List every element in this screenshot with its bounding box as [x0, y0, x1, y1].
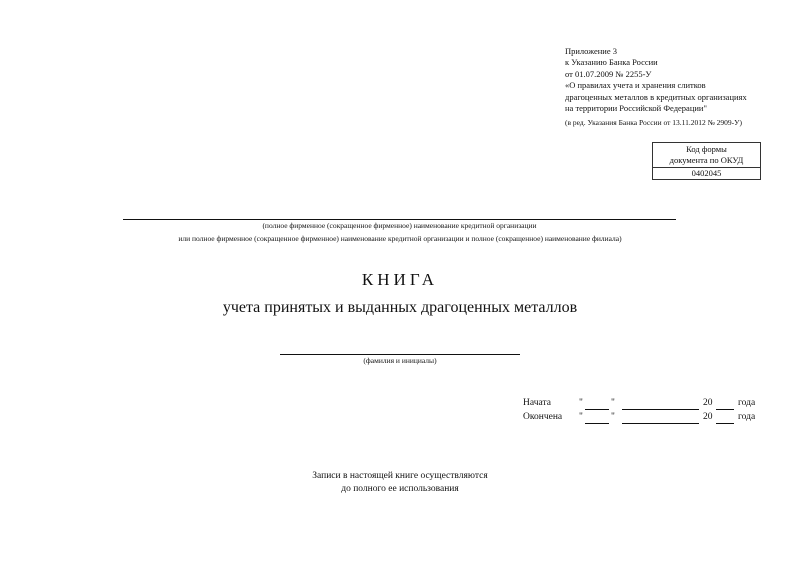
org-caption-1: (полное фирменное (сокращенное фирменное) наименование кредитной организации [262, 221, 537, 230]
day-blank [585, 412, 609, 424]
appendix-edition: (в ред. Указания Банка России от 13.11.2012 № 2909-У) [565, 118, 742, 128]
year-blank [716, 412, 734, 424]
quote-open: " [579, 398, 583, 408]
end-date-row [0, 412, 800, 426]
day-blank [585, 398, 609, 410]
usage-note-line: Записи в настоящей книге осуществляются [312, 471, 488, 481]
usage-note-line: до полного ее использования [341, 484, 459, 494]
year-prefix: 20 [703, 398, 713, 408]
start-date-row [0, 398, 800, 412]
okud-label-line: документа по ОКУД [669, 155, 744, 165]
book-subtitle: учета принятых и выданных драгоценных металлов [222, 299, 578, 316]
appendix-line: «О правилах учета и хранения слитков [565, 80, 706, 91]
org-name-line [123, 219, 676, 220]
org-caption-2: или полное фирменное (сокращенное фирменное) наименование кредитной организации и полное (сокращенное) наименование филиала) [178, 234, 622, 243]
year-blank [716, 398, 734, 410]
appendix-line: к Указанию Банка России [565, 57, 658, 68]
person-name-line [280, 354, 520, 355]
year-word: года [738, 412, 756, 422]
quote-close: " [611, 398, 615, 408]
quote-close: " [611, 412, 615, 422]
month-blank [622, 412, 699, 424]
okud-code-cell: 0402045 [653, 168, 761, 180]
book-title: КНИГА [361, 270, 439, 289]
appendix-block [565, 46, 747, 129]
appendix-line: от 01.07.2009 № 2255-У [565, 68, 652, 79]
appendix-line: драгоценных металлов в кредитных организациях [565, 91, 747, 102]
okud-code-box [652, 142, 761, 180]
year-word: года [738, 398, 756, 408]
usage-note [250, 470, 550, 496]
year-prefix: 20 [703, 412, 713, 422]
person-caption: (фамилия и инициалы) [363, 356, 437, 365]
end-label: Окончена [523, 412, 563, 422]
okud-label-line: Код формы [686, 144, 727, 154]
quote-open: " [579, 412, 583, 422]
start-label: Начата [523, 398, 551, 408]
okud-label-cell [653, 143, 761, 168]
month-blank [622, 398, 699, 410]
appendix-line: на территории Российской Федерации" [565, 103, 707, 114]
appendix-line: Приложение 3 [565, 46, 617, 56]
